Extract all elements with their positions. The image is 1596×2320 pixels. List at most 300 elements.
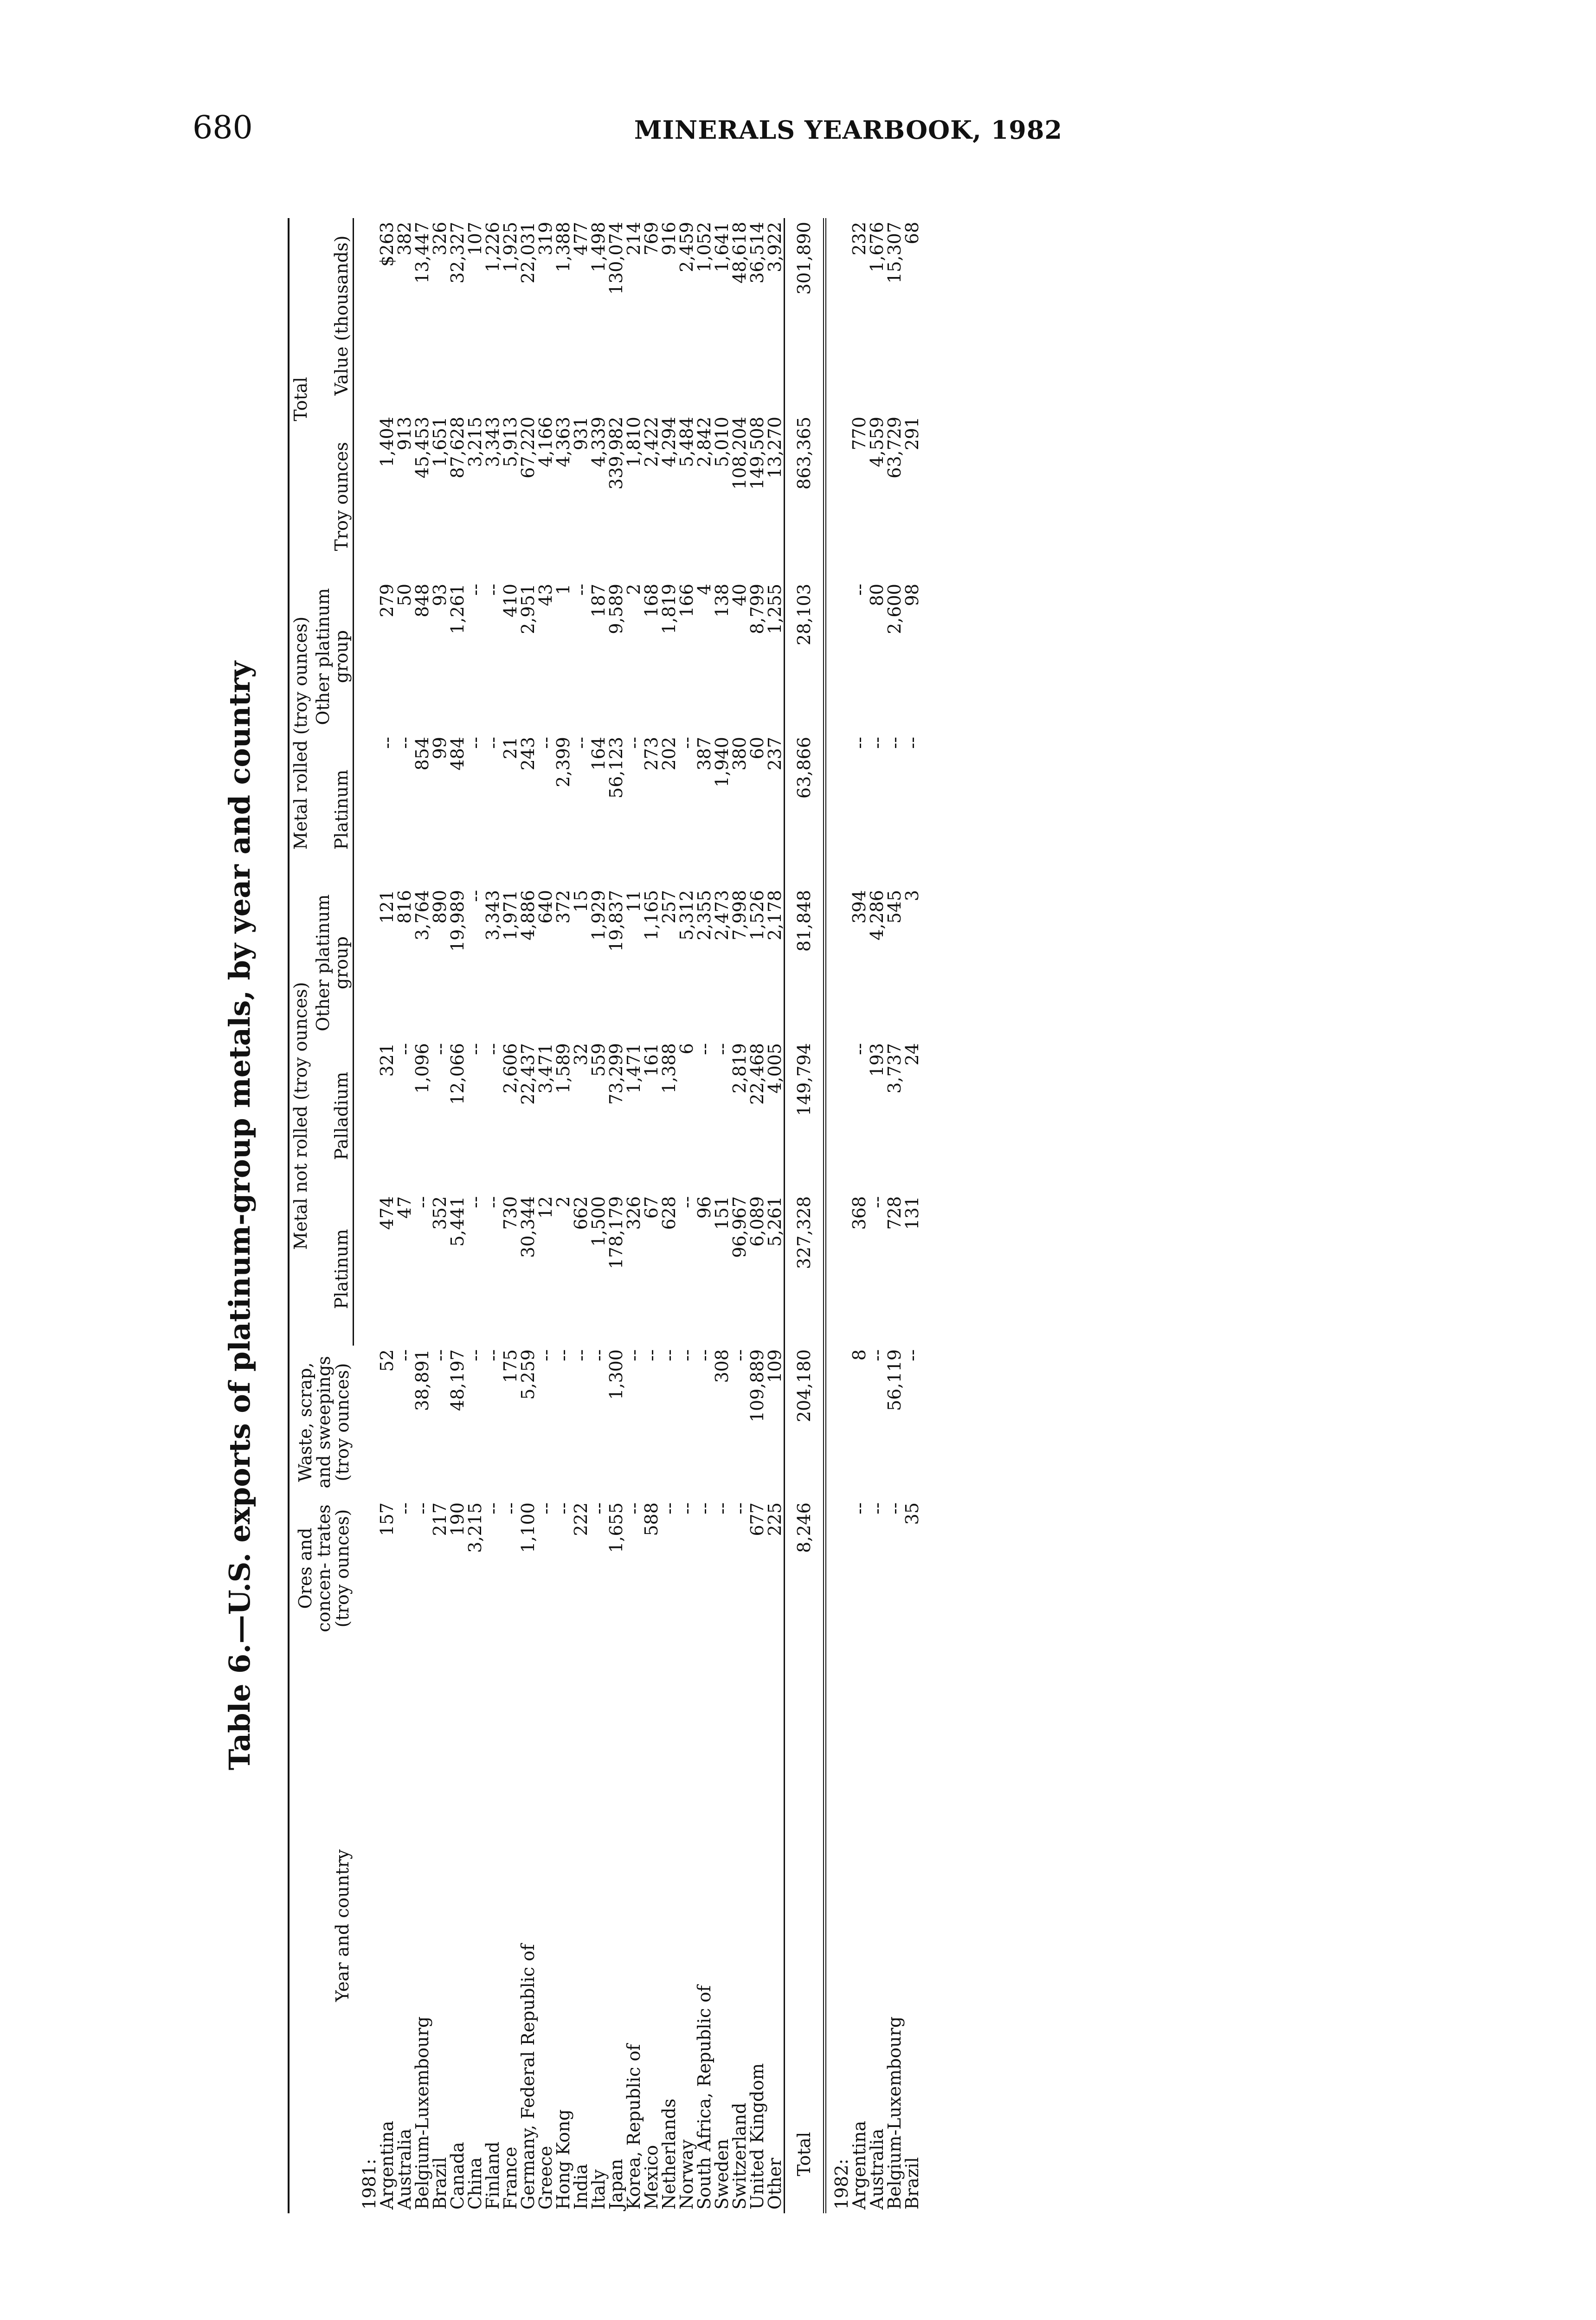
exports-table bbox=[288, 218, 921, 2213]
cell-r-pt: -- bbox=[676, 737, 697, 749]
cell-nr-pd: -- bbox=[465, 1043, 485, 1055]
cell-nr-pd: 22,468 bbox=[747, 1043, 767, 1105]
cell-r-pt: 243 bbox=[518, 737, 538, 771]
cell-waste: -- bbox=[641, 1349, 662, 1361]
cell-troy: 1,810 bbox=[624, 417, 644, 467]
cell-troy: 770 bbox=[849, 417, 869, 451]
cell-ores: -- bbox=[483, 1502, 503, 1514]
cell-r-other: -- bbox=[849, 584, 869, 596]
troy-header: Troy ounces bbox=[312, 413, 354, 580]
cell-nr-pd: 321 bbox=[377, 1043, 397, 1077]
cell-value: 1,226 bbox=[483, 222, 503, 272]
cell-r-other: 1,819 bbox=[659, 584, 679, 634]
cell-value: 1,498 bbox=[588, 222, 609, 272]
total-header: Total bbox=[289, 218, 312, 580]
cell-value: 916 bbox=[659, 222, 679, 256]
cell-nr-pd: 3,471 bbox=[535, 1043, 556, 1094]
cell-r-pt: 202 bbox=[659, 737, 679, 771]
cell-ores: -- bbox=[712, 1502, 732, 1514]
cell-troy: 291 bbox=[902, 417, 922, 451]
cell-nr-pt: -- bbox=[412, 1196, 432, 1208]
table-row bbox=[766, 218, 785, 2213]
cell-nr-pd: 73,299 bbox=[606, 1043, 626, 1105]
cell-nr-pt: 368 bbox=[849, 1196, 869, 1230]
table-row bbox=[537, 218, 554, 2213]
table-row bbox=[431, 218, 449, 2213]
cell-r-pt: 60 bbox=[747, 737, 767, 760]
cell-value: 107 bbox=[465, 222, 485, 256]
nr-platinum-header: Platinum bbox=[312, 1192, 354, 1346]
country-label: Australia bbox=[867, 2128, 887, 2210]
country-label: Switzerland bbox=[729, 2102, 750, 2210]
cell-nr-pt: -- bbox=[483, 1196, 503, 1208]
cell-nr-pt: 5,261 bbox=[765, 1196, 785, 1247]
cell-ores: -- bbox=[588, 1502, 609, 1514]
cell-r-other: 848 bbox=[412, 584, 432, 618]
cell-value: 2,459 bbox=[676, 222, 697, 272]
year-label: 1981: bbox=[359, 2159, 380, 2210]
table-row bbox=[554, 218, 572, 2213]
cell-value: 232 bbox=[849, 222, 869, 256]
cell-waste: 48,197 bbox=[447, 1349, 468, 1411]
running-head: MINERALS YEARBOOK, 1982 bbox=[634, 115, 1062, 145]
cell-troy: 4,166 bbox=[535, 417, 556, 467]
cell-troy: 5,484 bbox=[676, 417, 697, 467]
cell-nr-other: 4,886 bbox=[518, 890, 538, 941]
cell-nr-pt: 5,441 bbox=[447, 1196, 468, 1247]
cell-nr-pt: 67 bbox=[641, 1196, 662, 1219]
cell-r-pt: 387 bbox=[694, 737, 714, 771]
cell-nr-pd: -- bbox=[694, 1043, 714, 1055]
cell-value: 214 bbox=[624, 222, 644, 256]
country-label: Italy bbox=[588, 2169, 609, 2210]
cell-r-other: -- bbox=[571, 584, 591, 596]
cell-value: 319 bbox=[535, 222, 556, 256]
cell-nr-pt: 2 bbox=[553, 1196, 573, 1208]
cell-waste: 38,891 bbox=[412, 1349, 432, 1411]
cell-waste: -- bbox=[394, 1349, 415, 1361]
cell-troy: 931 bbox=[571, 417, 591, 451]
country-label: Other bbox=[765, 2158, 785, 2210]
cell-ores: -- bbox=[535, 1502, 556, 1514]
country-label: Finland bbox=[483, 2141, 503, 2210]
cell-r-pt: 21 bbox=[500, 737, 521, 760]
country-label: China bbox=[465, 2157, 485, 2210]
cell-value: 326 bbox=[430, 222, 450, 256]
cell-ores: -- bbox=[394, 1502, 415, 1514]
cell-value: 68 bbox=[902, 222, 922, 245]
cell-troy: 4,294 bbox=[659, 417, 679, 467]
cell-troy: 4,363 bbox=[553, 417, 573, 467]
cell-r-other: 410 bbox=[500, 584, 521, 618]
country-label: Brazil bbox=[902, 2157, 922, 2210]
cell-waste: -- bbox=[535, 1349, 556, 1361]
cell-ores: -- bbox=[500, 1502, 521, 1514]
cell-ores: -- bbox=[676, 1502, 697, 1514]
cell-r-pt: -- bbox=[867, 737, 887, 749]
cell-r-pt: -- bbox=[465, 737, 485, 749]
country-label: Canada bbox=[447, 2142, 468, 2210]
ores-header: Ores and concen- trates (troy ounces) bbox=[289, 1499, 354, 1638]
cell-r-pt: 2,399 bbox=[553, 737, 573, 787]
table-row bbox=[484, 218, 502, 2213]
cell-waste: -- bbox=[694, 1349, 714, 1361]
table-row bbox=[607, 218, 625, 2213]
cell-nr-pt: 352 bbox=[430, 1196, 450, 1230]
cell-troy: 3,343 bbox=[483, 417, 503, 467]
cell-ores: -- bbox=[729, 1502, 750, 1514]
cell-ores: -- bbox=[659, 1502, 679, 1514]
cell-r-other: 50 bbox=[394, 584, 415, 606]
cell-nr-other: 257 bbox=[659, 890, 679, 924]
cell-ores: -- bbox=[553, 1502, 573, 1514]
country-label: Mexico bbox=[641, 2145, 662, 2210]
cell-value: 48,618 bbox=[729, 222, 750, 284]
cell-nr-pd: 4,005 bbox=[765, 1043, 785, 1094]
table-row bbox=[625, 218, 643, 2213]
cell-ores: 588 bbox=[641, 1502, 662, 1536]
country-label: Japan bbox=[606, 2159, 626, 2210]
nr-other-header: Other platinum group bbox=[312, 886, 354, 1039]
cell-troy: 63,729 bbox=[884, 417, 905, 478]
cell-ores: 1,100 bbox=[518, 1502, 538, 1553]
cell-waste: 308 bbox=[712, 1349, 732, 1383]
cell-r-pt: 99 bbox=[430, 737, 450, 760]
cell-ores: 157 bbox=[377, 1502, 397, 1536]
table-row bbox=[590, 218, 607, 2213]
cell-nr-other: 545 bbox=[884, 890, 905, 924]
table-row bbox=[713, 218, 731, 2213]
cell-nr-other: 19,837 bbox=[606, 890, 626, 952]
cell-nr-pt: 730 bbox=[500, 1196, 521, 1230]
cell-troy: 3,215 bbox=[465, 417, 485, 467]
cell-nr-pt: -- bbox=[867, 1196, 887, 1208]
cell-r-pt: 63,866 bbox=[785, 733, 825, 886]
country-label: Norway bbox=[676, 2140, 697, 2210]
cell-value: 1,925 bbox=[500, 222, 521, 272]
cell-r-pt: 854 bbox=[412, 737, 432, 771]
total-row bbox=[785, 218, 825, 2213]
cell-r-pt: 56,123 bbox=[606, 737, 626, 799]
cell-nr-pt: 474 bbox=[377, 1196, 397, 1230]
cell-nr-pt: -- bbox=[676, 1196, 697, 1208]
country-label: Argentina bbox=[849, 2120, 869, 2210]
cell-troy: 863,365 bbox=[785, 413, 825, 580]
cell-ores: 217 bbox=[430, 1502, 450, 1536]
table-row bbox=[660, 218, 678, 2213]
country-label: Hong Kong bbox=[553, 2109, 573, 2210]
cell-r-other: 8,799 bbox=[747, 584, 767, 634]
cell-nr-pd: 1,589 bbox=[553, 1043, 573, 1094]
cell-r-other: 43 bbox=[535, 584, 556, 606]
cell-r-pt: 484 bbox=[447, 737, 468, 771]
table-row bbox=[466, 218, 484, 2213]
table-row bbox=[378, 218, 396, 2213]
cell-ores: 225 bbox=[765, 1502, 785, 1536]
cell-waste: -- bbox=[867, 1349, 887, 1361]
cell-r-other: 40 bbox=[729, 584, 750, 606]
cell-value: 15,307 bbox=[884, 222, 905, 284]
country-label: South Africa, Republic of bbox=[694, 1985, 714, 2210]
cell-r-pt: -- bbox=[483, 737, 503, 749]
country-label: United Kingdom bbox=[747, 2063, 767, 2210]
cell-waste: -- bbox=[588, 1349, 609, 1361]
cell-r-other: -- bbox=[483, 584, 503, 596]
cell-troy: 913 bbox=[394, 417, 415, 451]
cell-nr-pd: -- bbox=[483, 1043, 503, 1055]
cell-nr-other: 4,286 bbox=[867, 890, 887, 941]
cell-waste: 8 bbox=[849, 1349, 869, 1361]
cell-nr-pt: 662 bbox=[571, 1196, 591, 1230]
cell-r-pt: -- bbox=[884, 737, 905, 749]
cell-nr-pt: 6,089 bbox=[747, 1196, 767, 1247]
cell-nr-other: 1,526 bbox=[747, 890, 767, 941]
country-label: Greece bbox=[535, 2146, 556, 2210]
cell-r-pt: 273 bbox=[641, 737, 662, 771]
rolled-header: Metal rolled (troy ounces) bbox=[289, 580, 312, 886]
cell-waste: -- bbox=[659, 1349, 679, 1361]
cell-nr-pt: -- bbox=[465, 1196, 485, 1208]
cell-r-other: 2,951 bbox=[518, 584, 538, 634]
cell-nr-pd: 22,437 bbox=[518, 1043, 538, 1105]
cell-nr-other: 640 bbox=[535, 890, 556, 924]
cell-nr-pd: 2,819 bbox=[729, 1043, 750, 1094]
cell-nr-other: 19,989 bbox=[447, 890, 468, 952]
cell-waste: -- bbox=[624, 1349, 644, 1361]
country-label: Total bbox=[785, 1638, 825, 2213]
cell-waste: -- bbox=[729, 1349, 750, 1361]
cell-r-other: 28,103 bbox=[785, 580, 825, 733]
cell-nr-pt: 151 bbox=[712, 1196, 732, 1230]
cell-nr-other: 121 bbox=[377, 890, 397, 924]
year-label: 1982: bbox=[831, 2159, 852, 2210]
cell-value: 32,327 bbox=[447, 222, 468, 284]
country-label: Brazil bbox=[430, 2157, 450, 2210]
cell-nr-other: 2,355 bbox=[694, 890, 714, 941]
cell-troy: 2,842 bbox=[694, 417, 714, 467]
cell-troy: 108,204 bbox=[729, 417, 750, 490]
cell-value: 382 bbox=[394, 222, 415, 256]
cell-troy: 13,270 bbox=[765, 417, 785, 478]
table-row bbox=[643, 218, 660, 2213]
country-label: Korea, Republic of bbox=[624, 2044, 644, 2210]
table-row bbox=[850, 218, 868, 2213]
cell-nr-pd: 32 bbox=[571, 1043, 591, 1066]
cell-r-pt: 380 bbox=[729, 737, 750, 771]
cell-value: $263 bbox=[377, 222, 397, 267]
cell-r-other: 1 bbox=[553, 584, 573, 595]
country-label: Germany, Federal Republic of bbox=[518, 1944, 538, 2210]
table-row bbox=[748, 218, 766, 2213]
cell-r-other: 4 bbox=[694, 584, 714, 595]
cell-nr-pd: 12,066 bbox=[447, 1043, 468, 1105]
cell-ores: -- bbox=[694, 1502, 714, 1514]
cell-troy: 67,220 bbox=[518, 417, 538, 478]
table-row bbox=[572, 218, 590, 2213]
cell-waste: -- bbox=[902, 1349, 922, 1361]
cell-value: 1,641 bbox=[712, 222, 732, 272]
cell-troy: 5,913 bbox=[500, 417, 521, 467]
table-row bbox=[868, 218, 886, 2213]
cell-nr-pd: -- bbox=[430, 1043, 450, 1055]
cell-ores: -- bbox=[624, 1502, 644, 1514]
cell-nr-pt: 1,500 bbox=[588, 1196, 609, 1247]
cell-value: 22,031 bbox=[518, 222, 538, 284]
cell-ores: -- bbox=[884, 1502, 905, 1514]
cell-r-other: 2 bbox=[624, 584, 644, 595]
country-label: Sweden bbox=[712, 2139, 732, 2210]
cell-r-pt: -- bbox=[377, 737, 397, 749]
table-row bbox=[396, 218, 413, 2213]
cell-nr-pt: 326 bbox=[624, 1196, 644, 1230]
cell-value: 13,447 bbox=[412, 222, 432, 284]
cell-ores: -- bbox=[849, 1502, 869, 1514]
cell-nr-pd: -- bbox=[394, 1043, 415, 1055]
cell-value: 1,676 bbox=[867, 222, 887, 272]
cell-waste: 175 bbox=[500, 1349, 521, 1383]
not-rolled-header: Metal not rolled (troy ounces) bbox=[289, 886, 312, 1346]
table-row bbox=[903, 218, 921, 2213]
country-label: Belgium-Luxembourg bbox=[412, 2016, 432, 2210]
r-platinum-header: Platinum bbox=[312, 733, 354, 886]
cell-nr-other: 7,998 bbox=[729, 890, 750, 941]
cell-troy: 5,010 bbox=[712, 417, 732, 467]
country-label: India bbox=[571, 2164, 591, 2210]
table-row bbox=[519, 218, 537, 2213]
cell-value: 36,514 bbox=[747, 222, 767, 284]
cell-nr-pd: 559 bbox=[588, 1043, 609, 1077]
country-label: Australia bbox=[394, 2128, 415, 2210]
nr-palladium-header: Palladium bbox=[312, 1039, 354, 1192]
cell-ores: 222 bbox=[571, 1502, 591, 1536]
year-row bbox=[825, 218, 851, 2213]
stub-header: Year and country bbox=[289, 1638, 354, 2213]
cell-waste: 204,180 bbox=[785, 1346, 825, 1499]
cell-nr-other: 3,343 bbox=[483, 890, 503, 941]
cell-value: 1,388 bbox=[553, 222, 573, 272]
cell-value: 477 bbox=[571, 222, 591, 256]
table-row bbox=[678, 218, 695, 2213]
cell-r-pt: -- bbox=[849, 737, 869, 749]
cell-r-other: 1,255 bbox=[765, 584, 785, 634]
cell-nr-pd: 149,794 bbox=[785, 1039, 825, 1192]
cell-troy: 149,508 bbox=[747, 417, 767, 490]
cell-value: 130,074 bbox=[606, 222, 626, 295]
cell-nr-other: 5,312 bbox=[676, 890, 697, 941]
cell-nr-pd: 3,737 bbox=[884, 1043, 905, 1094]
cell-nr-pd: -- bbox=[712, 1043, 732, 1055]
cell-nr-pd: -- bbox=[849, 1043, 869, 1055]
cell-waste: -- bbox=[571, 1349, 591, 1361]
cell-troy: 1,651 bbox=[430, 417, 450, 467]
cell-ores: 35 bbox=[902, 1502, 922, 1525]
cell-r-other: 80 bbox=[867, 584, 887, 606]
table-body bbox=[354, 218, 921, 2213]
cell-nr-pd: 1,388 bbox=[659, 1043, 679, 1094]
cell-r-other: 98 bbox=[902, 584, 922, 606]
cell-value: 301,890 bbox=[785, 218, 825, 413]
table-header bbox=[289, 218, 354, 2213]
cell-ores: 1,655 bbox=[606, 1502, 626, 1553]
cell-value: 1,052 bbox=[694, 222, 714, 272]
cell-nr-pd: 161 bbox=[641, 1043, 662, 1077]
rotated-table-block bbox=[223, 218, 1308, 2213]
table-row bbox=[695, 218, 713, 2213]
cell-nr-pd: 6 bbox=[676, 1043, 697, 1055]
cell-nr-other: 1,929 bbox=[588, 890, 609, 941]
cell-nr-other: 2,178 bbox=[765, 890, 785, 941]
cell-nr-pd: 24 bbox=[902, 1043, 922, 1066]
cell-nr-pt: 96,967 bbox=[729, 1196, 750, 1258]
cell-waste: -- bbox=[430, 1349, 450, 1361]
cell-r-pt: -- bbox=[535, 737, 556, 749]
cell-nr-pt: 178,179 bbox=[606, 1196, 626, 1270]
cell-value: 3,922 bbox=[765, 222, 785, 272]
year-row bbox=[354, 218, 379, 2213]
cell-troy: 4,339 bbox=[588, 417, 609, 467]
cell-r-pt: -- bbox=[571, 737, 591, 749]
table-row bbox=[886, 218, 903, 2213]
cell-r-other: 187 bbox=[588, 584, 609, 618]
cell-nr-other: 11 bbox=[624, 890, 644, 913]
cell-nr-pd: 193 bbox=[867, 1043, 887, 1077]
cell-r-other: 2,600 bbox=[884, 584, 905, 634]
cell-r-other: 9,589 bbox=[606, 584, 626, 634]
cell-nr-other: 372 bbox=[553, 890, 573, 924]
cell-nr-other: 81,848 bbox=[785, 886, 825, 1039]
cell-nr-pt: 327,328 bbox=[785, 1192, 825, 1346]
cell-waste: 109 bbox=[765, 1349, 785, 1383]
cell-waste: 1,300 bbox=[606, 1349, 626, 1400]
cell-r-other: 138 bbox=[712, 584, 732, 618]
cell-r-other: 93 bbox=[430, 584, 450, 606]
cell-troy: 1,404 bbox=[377, 417, 397, 467]
cell-nr-other: 3,764 bbox=[412, 890, 432, 941]
cell-ores: 8,246 bbox=[785, 1499, 825, 1638]
table-title: Table 6.—U.S. exports of platinum-group metals, by year and country bbox=[223, 661, 257, 1771]
cell-waste: 56,119 bbox=[884, 1349, 905, 1411]
cell-r-other: 168 bbox=[641, 584, 662, 618]
table-row bbox=[502, 218, 519, 2213]
cell-r-pt: -- bbox=[902, 737, 922, 749]
cell-ores: 677 bbox=[747, 1502, 767, 1536]
cell-r-pt: 164 bbox=[588, 737, 609, 771]
country-label: Argentina bbox=[377, 2120, 397, 2210]
country-label: Netherlands bbox=[659, 2098, 679, 2210]
cell-nr-pt: 47 bbox=[394, 1196, 415, 1219]
cell-waste: -- bbox=[676, 1349, 697, 1361]
cell-r-pt: -- bbox=[394, 737, 415, 749]
cell-ores: 190 bbox=[447, 1502, 468, 1536]
cell-nr-other: -- bbox=[465, 890, 485, 902]
cell-r-pt: -- bbox=[624, 737, 644, 749]
cell-waste: 52 bbox=[377, 1349, 397, 1372]
cell-nr-pt: 728 bbox=[884, 1196, 905, 1230]
cell-nr-other: 3 bbox=[902, 890, 922, 902]
cell-ores: -- bbox=[412, 1502, 432, 1514]
cell-nr-other: 1,165 bbox=[641, 890, 662, 941]
cell-nr-other: 1,971 bbox=[500, 890, 521, 941]
cell-nr-pt: 96 bbox=[694, 1196, 714, 1219]
cell-nr-pt: 12 bbox=[535, 1196, 556, 1219]
cell-waste: -- bbox=[483, 1349, 503, 1361]
cell-ores: -- bbox=[867, 1502, 887, 1514]
cell-troy: 2,422 bbox=[641, 417, 662, 467]
cell-nr-pd: 1,096 bbox=[412, 1043, 432, 1094]
cell-nr-pt: 131 bbox=[902, 1196, 922, 1230]
r-other-header: Other platinum group bbox=[312, 580, 354, 733]
cell-waste: 5,259 bbox=[518, 1349, 538, 1400]
